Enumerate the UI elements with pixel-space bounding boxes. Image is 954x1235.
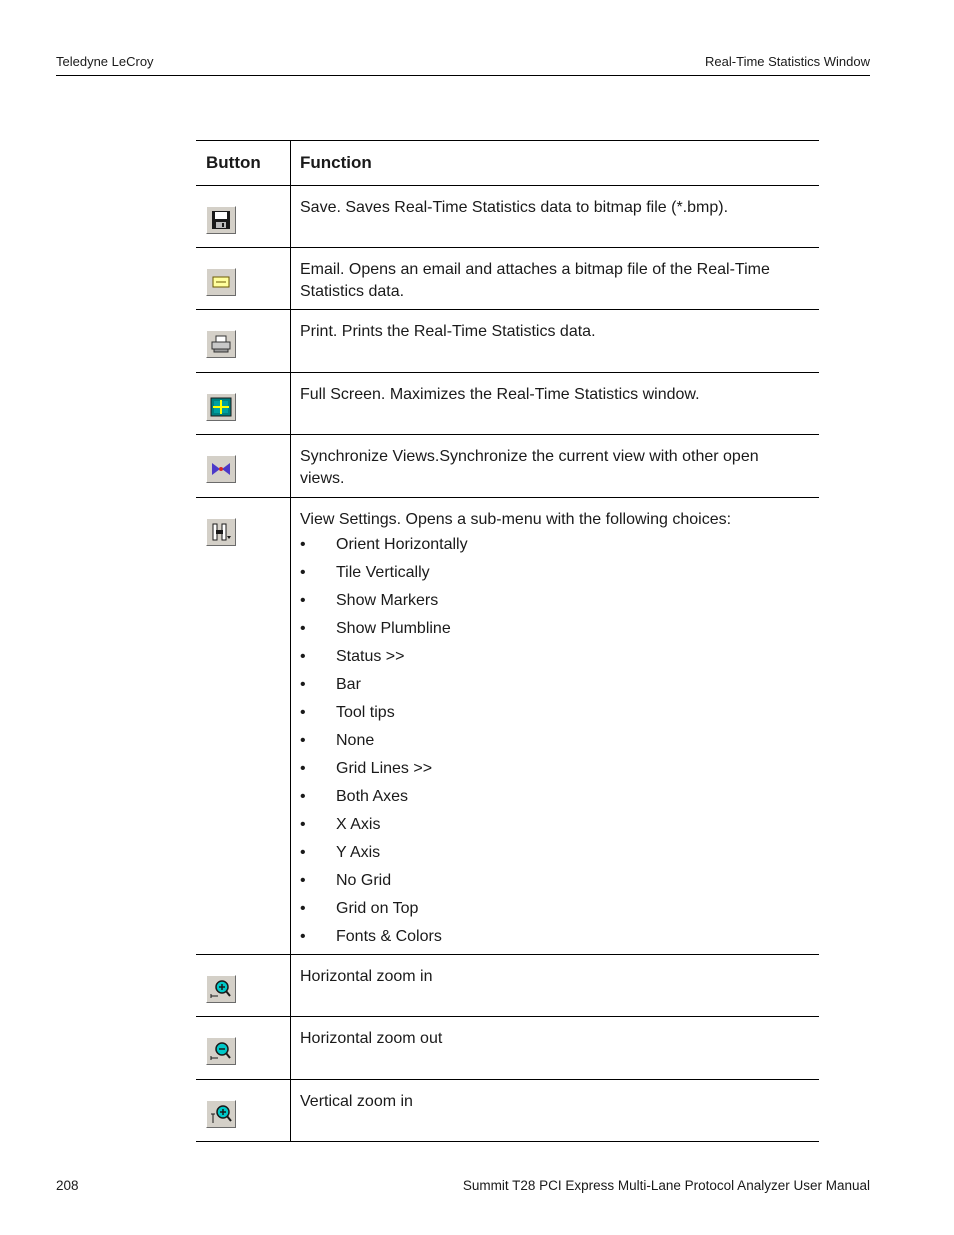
list-item: • Show Markers <box>300 590 807 618</box>
table-row <box>196 435 819 498</box>
header-section-title: Real-Time Statistics Window <box>705 54 870 69</box>
print-icon <box>206 330 236 358</box>
list-item: • No Grid <box>300 870 807 898</box>
row-description: Full Screen. Maximizes the Real-Time Statistics window. <box>291 373 820 435</box>
row-description: Email. Opens an email and attaches a bitmap file of the Real-Time Statistics data. <box>291 248 820 310</box>
header-company: Teledyne LeCroy <box>56 54 154 69</box>
list-item: • Show Plumbline <box>300 618 807 646</box>
row-description: Synchronize Views.Synchronize the current view with other open views. <box>291 435 820 498</box>
list-item: • X Axis <box>300 814 807 842</box>
table-row <box>196 1017 819 1080</box>
list-item: • Tile Vertically <box>300 562 807 590</box>
list-item: • Grid on Top <box>300 898 807 926</box>
list-item: • Bar <box>300 674 807 702</box>
list-item: • Grid Lines >> <box>300 758 807 786</box>
list-item: • Tool tips <box>300 702 807 730</box>
row-description: Save. Saves Real-Time Statistics data to bitmap file (*.bmp). <box>291 186 820 248</box>
table-row <box>196 186 819 248</box>
table-row <box>196 248 819 310</box>
row-description: Horizontal zoom in <box>291 955 820 1017</box>
row-description: Vertical zoom in <box>291 1080 820 1142</box>
column-header-function: Function <box>291 141 820 186</box>
save-icon <box>206 206 236 234</box>
table-row <box>196 955 819 1017</box>
footer-manual-title: Summit T28 PCI Express Multi-Lane Protocol Analyzer User Manual <box>462 1178 870 1193</box>
view-settings-icon <box>206 518 236 546</box>
table-row <box>196 498 819 955</box>
row-description: View Settings. Opens a sub-menu with the following choices: <box>300 511 732 528</box>
button-function-table <box>196 140 819 1142</box>
list-item: • Both Axes <box>300 786 807 814</box>
row-description: Print. Prints the Real-Time Statistics data. <box>291 310 820 373</box>
email-icon <box>206 268 236 296</box>
table-header-row <box>196 141 819 186</box>
list-item: • None <box>300 730 807 758</box>
page-number: 208 <box>56 1178 79 1193</box>
table-row <box>196 373 819 435</box>
view-settings-options <box>300 534 807 954</box>
vertical-zoom-in-icon <box>206 1100 236 1128</box>
horizontal-zoom-out-icon <box>206 1037 236 1065</box>
full-screen-icon <box>206 393 236 421</box>
horizontal-zoom-in-icon <box>206 975 236 1003</box>
table-row <box>196 310 819 373</box>
page-header <box>56 54 870 76</box>
list-item: • Status >> <box>300 646 807 674</box>
list-item: • Y Axis <box>300 842 807 870</box>
list-item: • Orient Horizontally <box>300 534 807 562</box>
column-header-button: Button <box>196 141 291 186</box>
row-description: Horizontal zoom out <box>291 1017 820 1080</box>
synchronize-views-icon <box>206 455 236 483</box>
list-item: • Fonts & Colors <box>300 926 807 954</box>
table-row <box>196 1080 819 1142</box>
